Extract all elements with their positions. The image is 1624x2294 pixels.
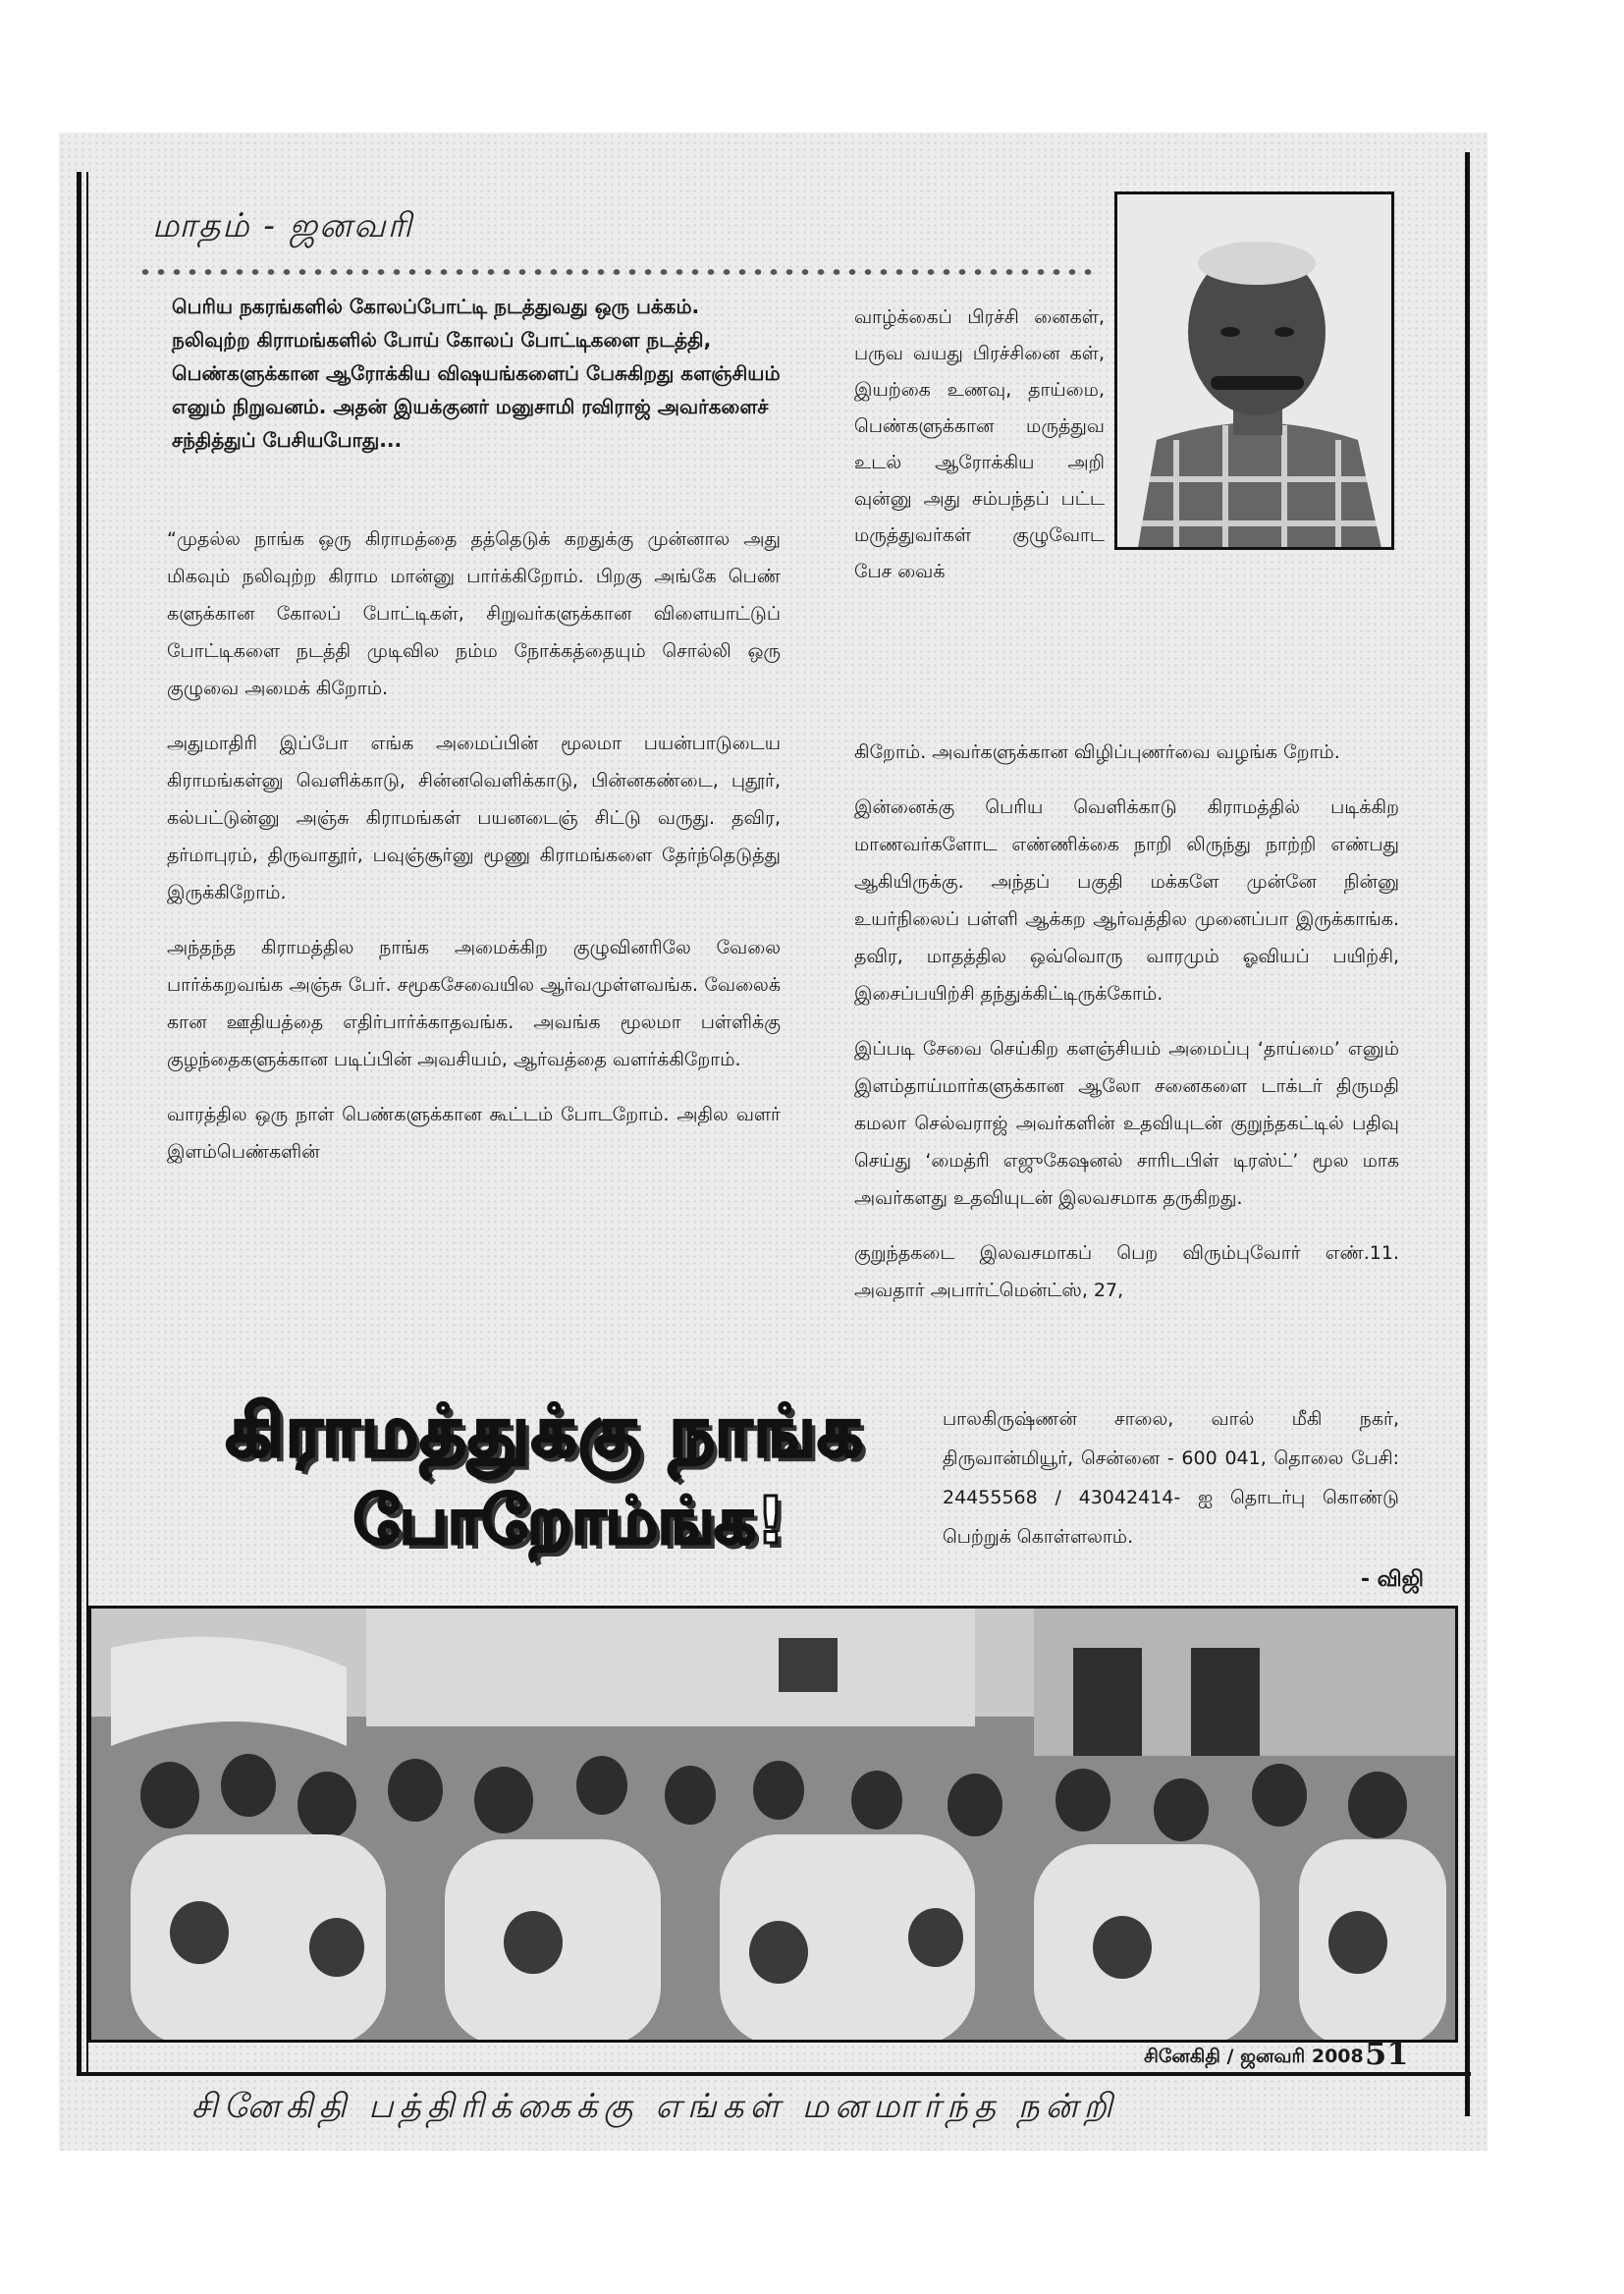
scanned-page [59, 133, 1488, 2151]
page-number: 51 [1365, 2035, 1409, 2072]
headline-line-2: போறோம்ங்க! [353, 1483, 785, 1558]
group-photo [88, 1606, 1458, 2043]
right-paragraph: கிறோம். அவர்களுக்கான விழிப்புணர்வை வழங்க றோம். [854, 741, 1340, 763]
right-column [854, 734, 1399, 1327]
right-paragraph: குறுந்தகடை இலவசமாகப் பெற விரும்புவோர் எண்.11. அவதார் அபார்ட்மென்ட்ஸ், 27, [854, 1242, 1399, 1301]
left-column [167, 520, 781, 1188]
frame-right-line [1465, 152, 1470, 2116]
magazine-issue: சினேகிதி / ஜனவரி 2008 [1144, 2046, 1364, 2067]
portrait-photo [1114, 191, 1394, 550]
address-block: பாலகிருஷ்ணன் சாலை, வால் மீகி நகர், திருவான்மியூர், சென்னை - 600 041, தொலை பேசி: 24455568 / 43042414- ஐ தொடர்பு கொண்டு பெற்றுக் கொள்ளலாம். [943, 1408, 1399, 1548]
left-paragraph: வாரத்தில ஒரு நாள் பெண்களுக்கான கூட்டம் போடறோம். அதில வளர் இளம்பெண்களின் [167, 1104, 781, 1163]
left-paragraph: “முதல்ல நாங்க ஒரு கிராமத்தை தத்தெடுக் கறதுக்கு முன்னால அது மிகவும் நலிவுற்ற கிராம மான்னு பார்க்கிறோம். பிறகு அங்கே பெண் களுக்கான கோலப் போட்டிகள், சிறுவர்களுக்கான விளையாட்டுப் போட்டிகளை நடத்தி முடிவில நம்ம நோக்கத்தையும் சொல்லி ஒரு குழுவை அமைக் கிறோம். [167, 528, 781, 699]
right-paragraph: இப்படி சேவை செய்கிற களஞ்சியம் அமைப்பு ‘தாய்மை’ எனும் இளம்தாய்மார்களுக்கான ஆலோ சனைகளை டாக்டர் திருமதி கமலா செல்வராஜ் அவர்களின் உதவியுடன் குறுந்தகட்டில் பதிவு செய்து ‘மைத்ரி எஜுகேஷனல் சாரிடபிள் டிரஸ்ட்’ மூல மாக அவர்களது உதவியுடன் இலவசமாக தருகிறது. [854, 1038, 1399, 1209]
left-paragraph: அதுமாதிரி இப்போ எங்க அமைப்பின் மூலமா பயன்பாடுடைய கிராமங்கள்னு வெளிக்காடு, சின்னவெளிக்காடு, பின்னகண்டை, புதூர், கல்பட்டுன்னு அஞ்சு கிராமங்கள் பயனடைஞ் சிட்டு வருது. தவிர, தர்மாபுரம், திருவாதூர், பவுஞ்சூர்னு மூணு கிராமங்களை தேர்ந்தெடுத்து இருக்கிறோம். [167, 733, 781, 903]
portrait-illustration [1117, 194, 1394, 550]
left-paragraph: அந்தந்த கிராமத்தில நாங்க அமைக்கிற குழுவினரிலே வேலை பார்க்கறவங்க அஞ்சு பேர். சமூகசேவையில ஆர்வமுள்ளவங்க. வேலைக் கான ஊதியத்தை எதிர்பார்க்காதவங்க. அவங்க மூலமா பள்ளிக்கு குழந்தைகளுக்கான படிப்பின் அவசியம், ஆர்வத்தை வளர்க்கிறோம். [167, 937, 781, 1070]
handwritten-header: மாதம் - ஜனவரி [152, 206, 414, 246]
article-intro: பெரிய நகரங்களில் கோலப்போட்டி நடத்துவது ஒரு பக்கம். நலிவுற்ற கிராமங்களில் போய் கோலப் போட்டிகளை நடத்தி, பெண்களுக்கான ஆரோக்கிய விஷயங்களைப் பேசுகிறது களஞ்சியம் எனும் நிறுவனம். அதன் இயக்குனர் மனுசாமி ரவிராஜ் அவர்களைச் சந்தித்துப் பேசியபோது... [172, 295, 781, 452]
right-column-beside-photo: வாழ்க்கைப் பிரச்சி னைகள், பருவ வயது பிரச்சினை கள், இயற்கை உணவு, தாய்மை, பெண்களுக்கான மருத்துவ உடல் ஆரோக்கிய அறி வுன்னு அது சம்பந்தப் பட்ட மருத்துவர்கள் குழுவோட பேச வைக் [854, 306, 1105, 582]
handwritten-footer-note: சினேகிதி பத்திரிக்கைக்கு எங்கள் மனமார்ந்த நன்றி [191, 2087, 1118, 2126]
frame-bottom-line [77, 2072, 1471, 2076]
right-paragraph: இன்னைக்கு பெரிய வெளிக்காடு கிராமத்தில் படிக்கிற மாணவர்களோட எண்ணிக்கை நாறி லிருந்து நாற்றி எண்பது ஆகியிருக்கு. அந்தப் பகுதி மக்களே முன்னே நின்னு உயர்நிலைப் பள்ளி ஆக்கற ஆர்வத்தில முனைப்பா இருக்காங்க. தவிர, மாதத்தில ஒவ்வொரு வாரமும் ஓவியப் பயிற்சி, இசைப்பயிற்சி தந்துக்கிட்டிருக்கோம். [854, 796, 1399, 1005]
group-photo-illustration [91, 1609, 1458, 2043]
dotted-rule [137, 265, 1100, 279]
headline-line-1: கிராமத்துக்கு நாங்க [226, 1390, 865, 1472]
frame-left-line [77, 172, 81, 2072]
author-byline: - விஜி [1360, 1567, 1424, 1592]
